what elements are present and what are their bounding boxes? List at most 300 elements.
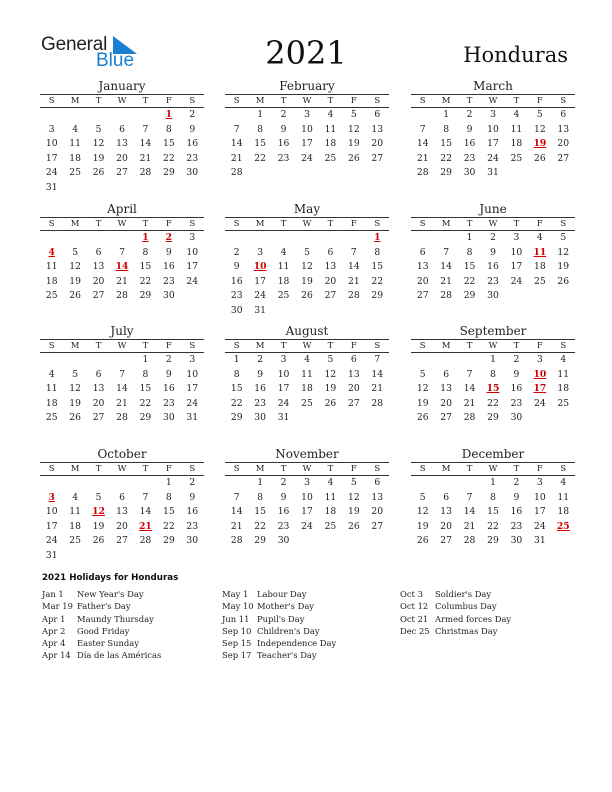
day: 3 [304,109,310,120]
weekday-label: S [374,464,381,474]
day: 6 [374,109,381,120]
day: 1 [490,354,496,365]
day: 5 [95,491,102,503]
weekday-header [40,94,204,108]
weekday-header [411,462,575,476]
day: 19 [69,275,81,287]
day: 10 [301,491,313,503]
day: 11 [277,261,290,273]
weekday-label: S [374,219,381,229]
day: 19 [324,383,337,395]
weekday-header [411,217,575,231]
weekday-label: W [488,219,498,229]
day: 17 [301,138,313,150]
day: 22 [139,275,152,287]
weekday-label: F [536,219,543,229]
day: 12 [92,138,105,150]
day: 21 [440,275,452,287]
weekday-label: S [189,341,196,351]
holiday-entry [222,600,336,612]
month-name: October [97,447,147,461]
empty-cell [40,108,63,123]
day: 21 [230,152,243,164]
day: 30 [186,535,199,547]
holiday-date: Mar 19 [42,601,73,612]
day: 19 [301,275,313,287]
day: 11 [69,506,81,518]
weekday-label: M [441,219,451,229]
day: 3 [536,354,543,365]
empty-cell [434,231,457,246]
day: 14 [463,383,476,395]
day-grid [411,476,575,549]
day: 28 [440,290,452,302]
brand-logo-general: General [41,34,108,55]
day: 1 [257,109,264,120]
day: 26 [92,535,105,547]
holiday-entry [42,588,161,600]
day: 8 [443,123,450,135]
day: 17 [45,152,58,164]
day: 12 [534,123,546,135]
day: 16 [254,383,266,395]
holiday-date: Apr 14 [42,650,71,661]
weekday-label: S [419,341,426,351]
day: 13 [92,261,105,273]
day: 24 [301,152,313,164]
empty-cell [458,476,481,491]
day: 6 [374,477,381,488]
day: 25 [301,397,313,409]
day: 23 [277,520,290,532]
holiday-date: Sep 17 [222,650,252,661]
day: 24 [510,275,523,287]
day: 26 [69,290,81,302]
day: 15 [163,506,175,518]
day: 15 [230,383,243,395]
day: 18 [557,383,570,395]
day: 4 [48,368,55,380]
weekday-label: S [560,219,567,229]
day: 1 [165,477,172,488]
day-grid [411,231,575,304]
weekday-label: T [327,219,334,229]
day: 10 [534,491,546,503]
day: 15 [440,138,452,150]
day: 11 [324,491,337,503]
holiday-name: Soldier's Day [435,589,492,599]
month-april [40,202,204,304]
day: 4 [280,246,287,258]
day: 28 [371,397,384,409]
weekday-label: T [466,219,473,229]
day: 9 [513,491,520,503]
day: 9 [233,261,240,273]
day: 4 [560,477,567,488]
weekday-label: W [117,341,127,351]
day: 11 [557,368,570,380]
weekday-label: T [142,464,149,474]
day-grid [40,476,204,564]
day: 17 [534,506,546,518]
day: 10 [186,368,199,380]
day: 22 [487,520,499,532]
day: 20 [416,275,429,287]
weekday-label: T [95,219,102,229]
month-name: November [275,447,339,461]
weekday-label: F [536,464,543,474]
weekday-label: S [48,219,55,229]
empty-cell [87,353,110,368]
day: 5 [72,368,79,380]
day: 9 [490,246,496,258]
day: 19 [348,138,360,150]
empty-cell [63,231,86,246]
day: 13 [116,506,128,518]
day: 21 [230,520,243,532]
holiday-entry [400,613,511,625]
day: 4 [513,109,520,120]
holiday-name: Father's Day [77,601,131,612]
holiday-date: Jun 11 [222,613,250,624]
holiday-date: Apr 4 [42,638,66,649]
day: 1 [443,109,450,120]
weekday-header [40,217,204,231]
empty-cell [110,476,133,491]
weekday-label: M [70,464,80,474]
day: 25 [557,397,570,409]
weekday-label: M [441,96,451,106]
day: 2 [257,354,264,365]
day: 13 [440,506,452,518]
empty-cell [248,231,271,246]
weekday-label: W [488,96,498,106]
holiday-name: Armed forces Day [435,613,512,624]
day: 30 [510,412,523,424]
day: 2 [466,109,473,120]
weekday-label: T [95,341,102,351]
weekday-label: S [233,219,240,229]
weekday-label: S [233,341,240,351]
day: 2 [189,109,196,120]
day: 30 [163,290,175,302]
holiday-entry [400,600,511,612]
weekday-label: S [48,96,55,106]
holiday-entry [42,637,161,649]
day: 11 [301,368,313,380]
day: 10 [510,246,523,258]
weekday-label: M [70,341,80,351]
day: 11 [45,261,58,273]
day: 12 [416,383,429,395]
day: 10 [45,138,58,150]
day: 4 [327,477,334,488]
day: 11 [45,383,58,395]
holiday-day: 10 [253,261,267,273]
holiday-day: 11 [533,246,547,258]
day: 25 [277,290,290,302]
day: 7 [119,368,125,380]
day: 26 [534,152,546,164]
holiday-name: Día de las Américas [77,650,162,661]
holiday-name: Teacher's Day [257,650,317,661]
day: 16 [277,138,290,150]
day: 23 [510,397,523,409]
day: 25 [534,275,546,287]
holiday-date: Oct 21 [400,613,429,624]
day: 26 [416,535,429,547]
weekday-label: W [302,341,312,351]
day: 27 [440,412,452,424]
month-name: September [459,324,527,338]
day: 26 [324,397,337,409]
day: 5 [419,491,426,503]
day: 6 [119,123,125,135]
day: 18 [557,506,570,518]
day: 20 [324,275,337,287]
day: 8 [233,368,240,380]
day: 17 [254,275,266,287]
weekday-label: T [280,219,287,229]
day: 21 [371,383,384,395]
day: 28 [116,290,128,302]
day: 27 [416,290,429,302]
weekday-label: T [327,464,334,474]
day: 12 [557,246,570,258]
day: 11 [557,491,570,503]
day: 14 [416,138,429,150]
weekday-label: T [280,464,287,474]
day: 16 [186,138,199,150]
weekday-label: S [560,464,567,474]
day: 9 [257,368,264,380]
holiday-day: 25 [556,520,570,532]
day: 7 [466,368,473,380]
empty-cell [411,108,434,123]
day: 3 [189,232,196,243]
empty-cell [63,353,86,368]
weekday-label: M [70,219,80,229]
weekday-label: T [327,96,334,106]
day: 23 [487,275,499,287]
day: 3 [490,109,496,120]
weekday-label: W [117,219,127,229]
day: 29 [139,412,152,424]
day: 3 [280,354,287,365]
day: 5 [72,246,79,258]
empty-cell [87,476,110,491]
weekday-label: T [280,96,287,106]
weekday-label: M [255,341,265,351]
day: 24 [277,397,290,409]
day: 8 [142,246,149,258]
empty-cell [295,231,318,246]
day: 16 [463,138,476,150]
day: 18 [277,275,290,287]
month-name: December [461,447,525,461]
holiday-day: 15 [486,383,500,395]
day: 11 [510,123,523,135]
holiday-entry [222,637,336,649]
day: 14 [463,506,476,518]
day: 30 [186,167,199,179]
day: 4 [72,491,79,503]
empty-cell [411,353,434,368]
day: 13 [371,491,384,503]
day: 20 [348,383,360,395]
day: 5 [304,246,310,258]
holiday-entry [222,613,336,625]
weekday-label: W [302,464,312,474]
month-name: May [293,202,321,216]
day: 14 [371,368,384,380]
holiday-date: Dec 25 [400,625,430,636]
weekday-header [40,462,204,476]
day: 29 [139,290,152,302]
day: 3 [189,354,196,365]
day: 2 [165,354,172,365]
day: 25 [510,152,523,164]
day: 3 [536,477,543,488]
empty-cell [87,108,110,123]
month-name: February [279,79,335,93]
day: 11 [69,138,81,150]
day: 16 [163,383,175,395]
day: 2 [280,109,287,120]
day: 28 [230,167,243,179]
weekday-label: M [255,96,265,106]
day: 4 [304,354,310,365]
day: 28 [230,535,243,547]
holiday-name: Maundy Thursday [77,613,154,624]
month-june [411,202,575,304]
day: 24 [254,290,266,302]
empty-cell [40,231,63,246]
month-name: June [479,202,507,216]
day: 23 [277,152,290,164]
month-march [411,79,575,181]
day: 17 [510,261,523,273]
weekday-label: T [280,341,287,351]
holiday-date: Apr 1 [42,613,66,624]
day: 31 [487,167,499,179]
holiday-column [42,588,161,662]
day: 19 [416,397,429,409]
holiday-date: Sep 10 [222,625,252,636]
day: 31 [186,412,199,424]
day-grid [225,231,389,319]
day: 31 [45,549,58,561]
weekday-label: W [488,464,498,474]
day: 16 [186,506,199,518]
day: 14 [348,261,360,273]
day: 27 [324,290,337,302]
holiday-entry [42,649,161,661]
day: 16 [230,275,243,287]
month-name: July [110,324,134,338]
holiday-name: Mother's Day [257,601,315,612]
day: 8 [466,246,473,258]
day: 6 [95,246,102,258]
day: 21 [463,397,476,409]
holiday-day: 12 [92,506,105,518]
holiday-day: 4 [48,246,55,258]
day-grid [411,353,575,426]
weekday-label: T [95,464,102,474]
day: 2 [490,232,496,243]
empty-cell [110,108,133,123]
day: 17 [45,520,58,532]
day: 10 [186,246,199,258]
weekday-label: W [302,219,312,229]
day: 22 [230,397,243,409]
day: 16 [163,261,175,273]
weekday-label: F [165,219,172,229]
day: 2 [513,477,520,488]
calendar-year: 2021 [265,34,347,72]
day: 28 [348,290,360,302]
day: 3 [48,123,55,135]
day: 21 [139,152,152,164]
holiday-name: New Year's Day [77,589,144,599]
holiday-day: 2 [165,232,173,243]
day: 22 [254,152,266,164]
day: 23 [254,397,266,409]
day: 9 [280,123,287,135]
day: 2 [189,477,196,488]
day: 14 [230,506,243,518]
empty-cell [110,353,133,368]
day: 25 [69,167,81,179]
day: 19 [557,261,570,273]
day: 24 [186,275,199,287]
day: 22 [163,520,175,532]
empty-cell [63,476,86,491]
day: 7 [374,354,381,365]
day: 15 [254,506,266,518]
day: 14 [440,261,452,273]
weekday-label: M [441,464,451,474]
weekday-label: S [189,219,196,229]
empty-cell [134,108,157,123]
day: 28 [116,412,128,424]
day: 15 [139,261,152,273]
day: 12 [348,491,360,503]
month-january [40,79,204,196]
holiday-date: Oct 3 [400,589,423,599]
day: 25 [324,520,337,532]
day: 29 [487,412,499,424]
day: 18 [534,261,546,273]
day: 29 [371,290,384,302]
month-name: April [107,202,137,216]
day: 8 [257,491,264,503]
weekday-label: S [233,96,240,106]
month-december [411,447,575,549]
holiday-entry [400,625,511,637]
day: 9 [280,491,287,503]
day: 8 [490,368,496,380]
day-grid [411,108,575,181]
holiday-date: Jan 1 [42,589,64,599]
day: 23 [163,275,175,287]
day: 13 [371,123,384,135]
day: 1 [490,477,496,488]
day: 26 [69,412,81,424]
holiday-entry [42,625,161,637]
day: 8 [257,123,264,135]
weekday-label: T [513,219,520,229]
